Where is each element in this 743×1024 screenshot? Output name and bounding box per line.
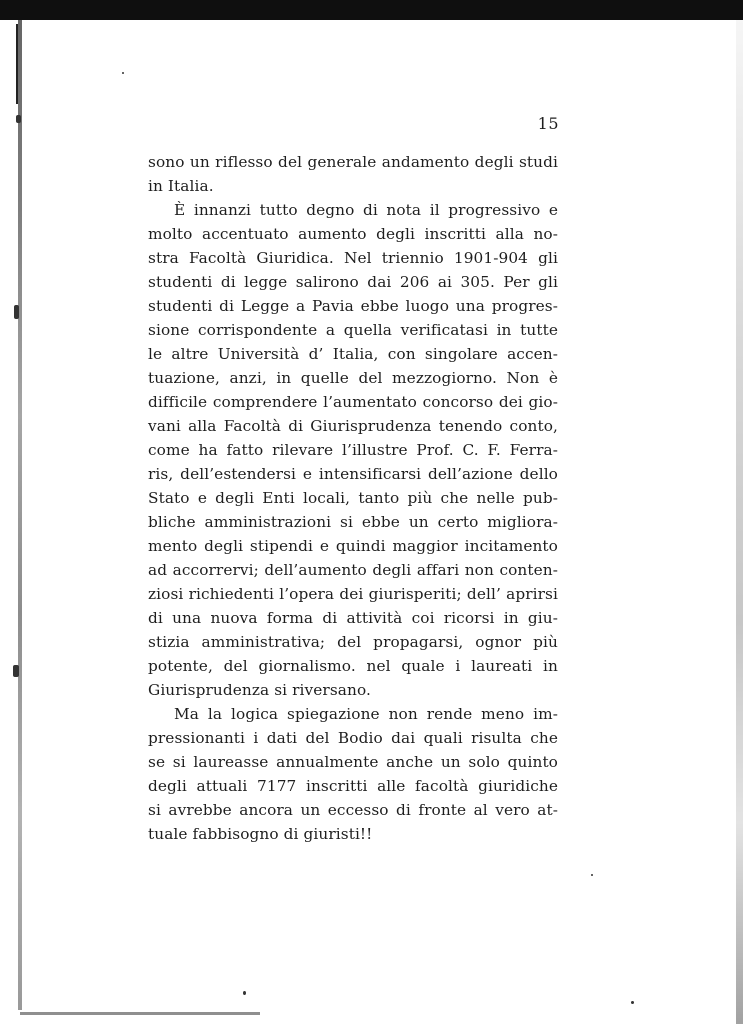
- scan-speck: [16, 115, 21, 123]
- text-line: molto accentuato aumento degli inscritti alla no-: [148, 225, 558, 243]
- scan-speck: [122, 72, 124, 74]
- text-line: degli attuali 7177 inscritti alle facoltà giuridiche: [148, 777, 558, 795]
- scan-left-edge: [18, 20, 22, 1010]
- scan-bottom-edge: [20, 1012, 260, 1015]
- text-line: tuale fabbisogno di giuristi!!: [148, 825, 373, 843]
- text-line: vani alla Facoltà di Giurisprudenza tenendo conto,: [148, 417, 558, 435]
- paragraph: [148, 198, 558, 702]
- text-line: pressionanti i dati del Bodio dai quali risulta che: [148, 729, 558, 747]
- scan-speck: [13, 665, 19, 677]
- text-line: tuazione, anzi, in quelle del mezzogiorno. Non è: [148, 369, 558, 387]
- paragraph: [148, 702, 558, 846]
- text-line: Ma la logica spiegazione non rende meno im-: [174, 705, 558, 723]
- scan-top-border: [0, 0, 743, 20]
- scan-speck: [591, 874, 593, 876]
- body-text: [148, 150, 558, 846]
- text-line: di una nuova forma di attività coi ricorsi in giu-: [148, 609, 558, 627]
- text-line: stizia amministrativa; del propagarsi, ognor più: [148, 633, 558, 651]
- text-line: stra Facoltà Giuridica. Nel triennio 1901-904 gli: [148, 249, 558, 267]
- text-line: È innanzi tutto degno di nota il progressivo e: [174, 201, 558, 219]
- text-line: ad accorrervi; dell’aumento degli affari non conten-: [148, 561, 558, 579]
- text-line: potente, del giornalismo. nel quale i laureati in: [148, 657, 558, 675]
- text-line: le altre Università d’ Italia, con singolare accen-: [148, 345, 558, 363]
- text-line: si avrebbe ancora un eccesso di fronte al vero at-: [148, 801, 558, 819]
- text-line: se si laureasse annualmente anche un solo quinto: [148, 753, 558, 771]
- paragraph: [148, 150, 558, 198]
- text-line: come ha fatto rilevare l’illustre Prof. C. F. Ferra-: [148, 441, 558, 459]
- scan-speck: [631, 1001, 634, 1004]
- text-line: sione corrispondente a quella verificatasi in tutte: [148, 321, 558, 339]
- text-line: sono un riflesso del generale andamento degli studi: [148, 153, 558, 171]
- scan-speck: [243, 991, 246, 995]
- scan-speck: [14, 305, 19, 319]
- text-line: bliche amministrazioni si ebbe un certo migliora-: [148, 513, 558, 531]
- text-line: ziosi richiedenti l’opera dei giurisperiti; dell’ aprirsi: [148, 585, 558, 603]
- text-line: studenti di legge salirono dai 206 ai 305. Per gli: [148, 273, 558, 291]
- text-line: mento degli stipendi e quindi maggior incitamento: [148, 537, 558, 555]
- text-line: Giurisprudenza si riversano.: [148, 681, 371, 699]
- text-line: Stato e degli Enti locali, tanto più che nelle pub-: [148, 489, 558, 507]
- text-line: in Italia.: [148, 177, 214, 195]
- text-line: ris, dell’estendersi e intensificarsi dell’azione dello: [148, 465, 558, 483]
- text-line: studenti di Legge a Pavia ebbe luogo una progres-: [148, 297, 558, 315]
- page-number: 15: [537, 114, 559, 133]
- scan-right-edge: [736, 20, 743, 1024]
- scan-left-edge-mark: [16, 24, 18, 104]
- text-line: difficile comprendere l’aumentato concorso dei gio-: [148, 393, 558, 411]
